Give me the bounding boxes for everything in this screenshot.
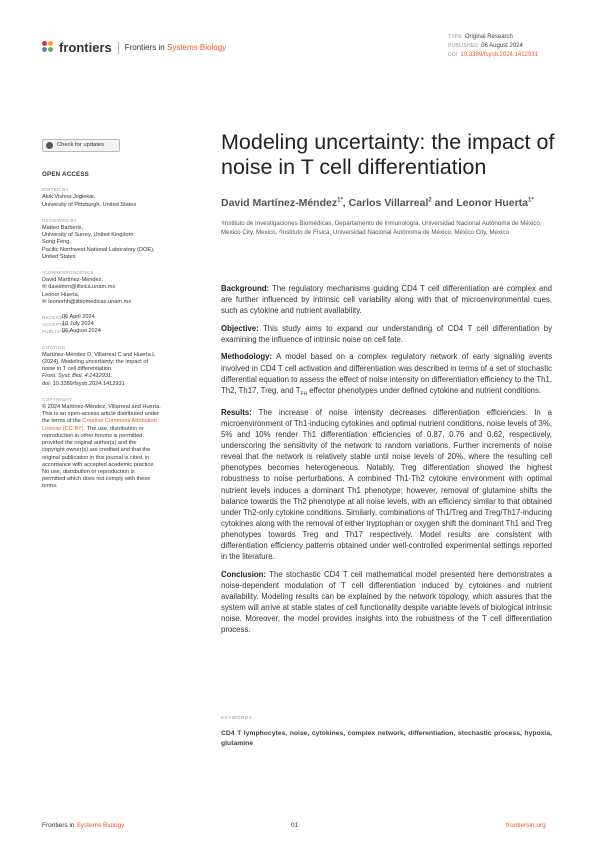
journal-name: Frontiers in Systems Biology	[124, 43, 227, 52]
copyright: COPYRIGHT © 2024 Martínez-Méndez, Villarreal and Huerta. This is an open-access article distributed under the terms of the Creative Commons Attribution License (CC BY). The use, distribution or reproduction in other forums is permitted, provided the original author(s) and the copyright owner(s) are credited and that the original publication in this journal is cited, in accordance with accepted academic practice. No use, distribution or reproduction is permitted which does not comply with these terms.	[42, 396, 161, 490]
update-icon	[46, 142, 53, 149]
author: Leonor Huerta	[456, 197, 529, 209]
check-for-updates-button[interactable]: Check for updates	[42, 139, 120, 152]
author-list: David Martínez-Méndez$^{1*}$, Carlos Villarreal$^2$ and Leonor Huerta$^{1*}$	[221, 197, 534, 209]
affiliations: ¹Instituto de Investigaciones Biomédicas, Departamento de Inmunología, Universidad Nacional Autónoma de México, Mexico City, Mexico, ²Instituto de Física, Universidad Nacional Autónoma de México, Mexico City, Mexico	[221, 220, 542, 236]
abstract-methodology: Methodology: A model based on a complex regulatory network of early signaling events involved in CD4 T cell activation and differentiation was described in terms of a set of stochastic differential equation to assess the effect of noise intensity on differentiation efficiency to the Th1, Th2, Th17, Treg, and $T_{FH}$ effector phenotypes under defined cytokine and nutrient conditions.	[221, 352, 552, 398]
correspondence: *CORRESPONDENCE David Martínez-Méndez, ✉ davidmm@ifisica.unam.mx Leonor Huerta, ✉ leonorhh@iibiomedicas.unam.mx	[42, 269, 174, 306]
footer-site-link[interactable]: frontiersin.org	[506, 822, 546, 829]
article-title: Modeling uncertainty: the impact of noise in T cell differentiation	[221, 130, 555, 179]
author: David Martínez-Méndez	[221, 197, 338, 209]
frontiers-logo-icon	[42, 41, 55, 54]
divider	[118, 42, 119, 54]
sidebar	[42, 139, 174, 491]
license-link[interactable]: License (CC BY).	[42, 425, 86, 432]
license-link[interactable]: Creative Commons Attribution	[82, 418, 157, 425]
page-number: 01	[291, 822, 299, 829]
citation: CITATION Martínez-Méndez D, Villarreal C and Huerta L (2024), Modeling uncertainty: the impact of noise in T cell differentiation. Front. Syst. Biol. 4:1412931. doi: 10.3389/fsysb.2024.1412931	[42, 344, 156, 387]
footer-journal: Frontiers in Systems Biology	[42, 822, 125, 829]
doi-link[interactable]: 10.3389/fsysb.2024.1412931	[460, 52, 538, 58]
edited-by: EDITED BY Alok Vishnu Joglekar, University of Pittsburgh, United States	[42, 187, 137, 208]
abstract-results: Results: The increase of noise intensity decreases differentiation efficiencies. In a microenvironment of Th1-inducing cytokines and optimal nutrient conditions, noise levels of 3%, 5% and 10% render Th1 differentiation efficiencies of 0.87, 0.76 and 0.62, respectively, underscoring the sensitivity of the network to random variations. Further increments of noise reveal that the network is relatively stable until noise levels of 20%, where the resulting cell phenotypes becomes heterogeneous. Notably, Treg differentiation showed the highest robustness to noise perturbations. A combined Th1-Th2 cytokine environment with optimal nutrient levels induces a dominant Th1 phenotype; however, removal of glutamine shifts the balance towards the Th2 phenotype at all noise levels, with an efficiency similar to that obtained under Th2-only cytokine conditions. Similarly, combinations of Th1/Treg and Treg/Th17-inducing cytokines along with the removal of either tryptophan or oxygen shift the dominant Th1 and Treg phenotypes towards Treg and Th17 respectively. Model results are consistent with differentiation efficiency patterns obtained under well-controlled experimental settings reported in the literature.	[221, 407, 552, 562]
frontiers-logo[interactable]	[42, 40, 226, 55]
open-access-label: OPEN ACCESS	[42, 171, 90, 178]
keywords: CD4 T lymphocytes, noise, cytokines, complex network, differentiation, stochastic process, hypoxia, glutamine	[221, 730, 552, 747]
email-link[interactable]: ✉ leonorhh@iibiomedicas.unam.mx	[42, 298, 132, 305]
email-link[interactable]: ✉ davidmm@ifisica.unam.mx	[42, 284, 116, 291]
reviewed-by: REVIEWED BY Matteo Barberis, University of Surrey, United Kingdom Song Feng, Pacific Northwest National Laboratory (DOE), United States	[42, 217, 155, 260]
abstract-background: Background: The regulatory mechanisms guiding CD4 T cell differentiation are complex and are further influenced by intrinsic cell variability along with that of microenvironmental cues, such as cytokine and nutrient availability.	[221, 284, 553, 316]
dates: RECEIVED 06 April 2024 ACCEPTED 10 July 2024 PUBLISHED 06 August 2024	[42, 314, 101, 335]
author: Carlos Villarreal	[348, 197, 429, 209]
published-date: 06 August 2024	[481, 43, 523, 49]
article-meta: TYPE Original Research PUBLISHED 06 August 2024 DOI 10.3389/fsysb.2024.1412931	[448, 34, 538, 58]
keywords-label: KEYWORDS	[221, 716, 253, 721]
abstract	[221, 283, 552, 642]
abstract-conclusion: Conclusion: The stochastic CD4 T cell mathematical model presented here demonstrates a noise-dependent modulation of T cell differentiation induced by cytokines and nutrient availability. Modeling results can be explained by the network topology, which assures that the system will arrive at stable states of cell functionality despite variable levels of biological intrinsic noise. Moreover, the model provides insights into the robustness of the T cell differentiation process.	[221, 569, 552, 635]
brand-name: frontiers	[59, 40, 112, 55]
abstract-objective: Objective: This study aims to expand our understanding of CD4 T cell differentiation by examining the influence of intrinsic noise on cell fate.	[221, 323, 552, 344]
article-type: Original Research	[464, 34, 513, 40]
